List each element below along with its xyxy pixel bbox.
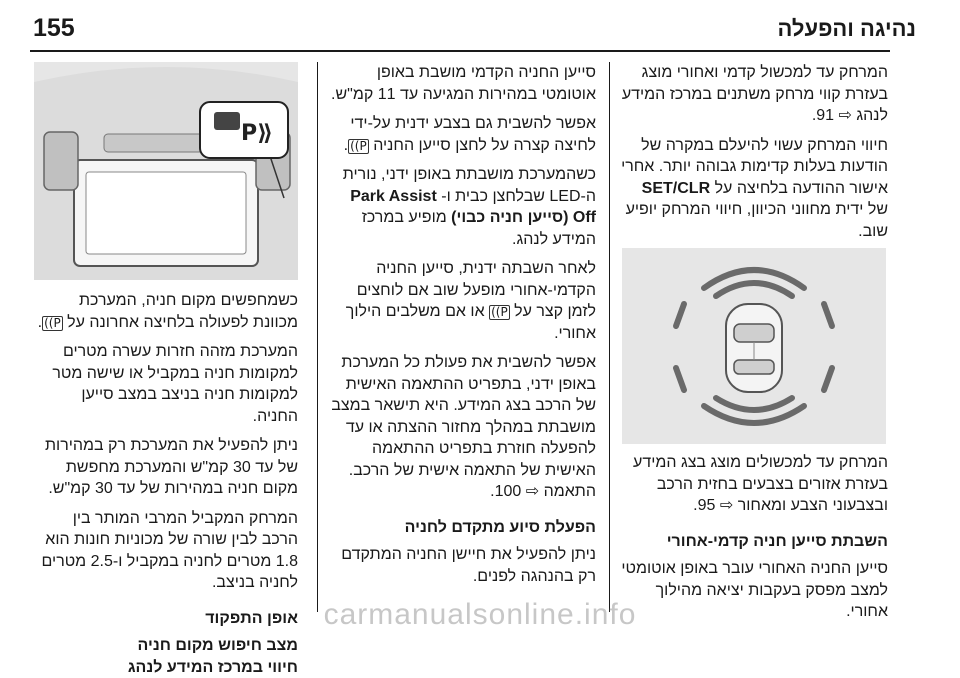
header-rule <box>30 50 890 52</box>
dashboard-figure <box>34 62 298 280</box>
paragraph: כשמחפשים מקום חניה, המערכת מכוונת לפעולה בלחיצה אחרונה על P)). <box>36 290 298 333</box>
parking-assist-button-icon <box>200 102 288 158</box>
front-left-sensor-bar <box>676 304 684 326</box>
page-header <box>0 0 960 54</box>
display-message: Park Assist Off <box>350 188 596 227</box>
parking-assist-button-icon: P)) <box>42 316 63 331</box>
paragraph: ניתן להפעיל את חיישן החניה המתקדם רק בהנהגה לפנים. <box>328 544 596 587</box>
svg-text:P⟫: P⟫ <box>241 121 273 146</box>
section-heading: השבתת סייען חניה קדמי-אחורי <box>620 531 888 553</box>
column-right <box>620 62 888 250</box>
column-divider-right <box>609 62 610 612</box>
parking-assist-button-icon: P)) <box>489 305 510 320</box>
paragraph: המרחק עד למכשול קדמי ואחורי מוצג בעזרת קווי מרחק משתנים במרכז המידע לנהג ⇨ 91. <box>620 62 888 127</box>
paragraph: המערכת מזהה חזרות עשרה מטרים למקומות חניה במקביל או שישה מטר למקומות חניה בניצב במצב סייען החניה. <box>36 341 298 427</box>
paragraph: אפשר להשבית את פעולת כל המערכת באופן ידני, בתפריט ההתאמה האישית של הרכב בצג המידע. היא תישאר במצב מושבתת במהלך מחזור ההצתה או עד להפעלה חוזרת בתפריט ההתאמה האישית של התאמה אישית של הרכב. התאמה ⇨ 100. <box>328 352 596 503</box>
front-right-sensor-bar <box>824 304 832 326</box>
parking-sensor-illustration <box>622 248 886 444</box>
parking-assist-button-icon: P)) <box>348 139 369 154</box>
reference-arrow-icon: ⇨ <box>526 483 539 500</box>
page-title: נהיגה והפעלה <box>777 16 916 42</box>
diagram-caption: המרחק עד למכשולים מוצג בצג המידע בעזרת אזורים בצבעים בחזית הרכב ובצבעוני הצבע ומאחור ⇨ 95. <box>620 452 888 517</box>
paragraph: המרחק המקביל המרבי המותר בין הרכב לבין שורה של מכוניות חונות הוא 1.8 מטרים לחניה במקביל ו-2.5 מטרים לחניה בניצב. <box>36 508 298 594</box>
rear-distance-arc-2 <box>716 398 792 410</box>
paragraph: כשהמערכת מושבתת באופן ידני, נורית ה-LED שבלחצן כבית ו- Park Assist Off (סייען חניה כבוי) מופיע במרכז המידע לנהג. <box>328 164 596 250</box>
parking-sensor-diagram <box>622 248 886 444</box>
front-distance-arc-2 <box>716 283 792 296</box>
car-top-view <box>726 304 782 392</box>
paragraph: סייען החניה האחורי עובר באופן אוטומטי למצב מפסק בעקבות יציאה מהילוך אחורי. <box>620 558 888 623</box>
page-number: 155 <box>33 14 75 43</box>
reference-arrow-icon: ⇨ <box>720 497 733 514</box>
column-middle <box>328 62 596 595</box>
rear-left-sensor-bar <box>676 368 684 390</box>
paragraph: אפשר להשבית גם בצבע ידנית על-ידי לחיצה קצרה על לחצן סייען החניה P)). <box>328 113 596 156</box>
reference-arrow-icon: ⇨ <box>839 107 852 124</box>
rear-right-sensor-bar <box>824 368 832 390</box>
subheading: חיווי במרכז המידע לנהג <box>36 657 298 678</box>
paragraph: לאחר השבתה ידנית, סייען החניה הקדמי-אחורי מופעל שוב אם לוחצים לזמן קצר על P)) או אם משלבים הילוך אחורי. <box>328 258 596 344</box>
key-label: SET/CLR <box>642 180 710 197</box>
watermark: carmanualsonline.info <box>0 598 960 632</box>
column-divider-left <box>317 62 318 612</box>
section-heading: אופן התפקוד <box>36 608 298 630</box>
subheading: מצב חיפוש מקום חניה <box>36 635 298 657</box>
paragraph: סייען החניה הקדמי מושבת באופן אוטומטי במהירות המגיעה עד 11 קמ"ש. <box>328 62 596 105</box>
paragraph: חיווי המרחק עשוי להיעלם במקרה של הודעות בעלות קדימות גבוהה יותר. אחרי אישור ההודעה בלחיצה על SET/CLR של ידית מחווני הכיוון, חיווי המרחק יופיע שוב. <box>620 135 888 243</box>
section-heading: הפעלת סיוע מתקדם לחניה <box>328 517 596 539</box>
paragraph: ניתן להפעיל את המערכת רק במהירות של עד 30 קמ"ש והמערכת מחפשת מקום חניה במהירות של עד 30 קמ"ש. <box>36 435 298 500</box>
dashboard-illustration <box>34 62 298 280</box>
